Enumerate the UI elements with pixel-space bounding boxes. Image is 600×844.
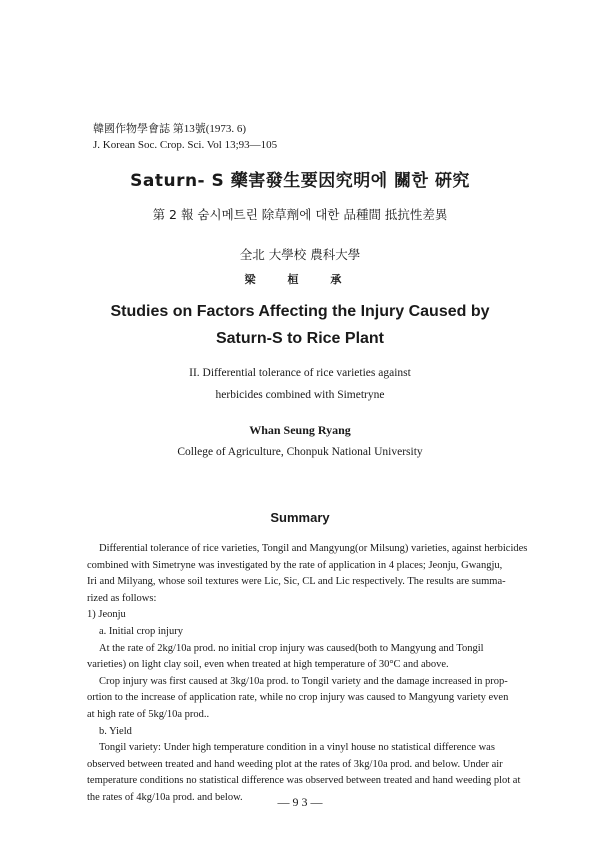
journal-citation-english: J. Korean Soc. Crop. Sci. Vol 13;93—105 [93, 139, 278, 151]
english-title-line-2: Saturn-S to Rice Plant [215, 330, 385, 347]
summary-line: At the rate of 2kg/10a prod. no initial crop injury was caused(both to Mangyung and Tongil [99, 642, 484, 654]
summary-line: combined with Simetryne was investigated by the rate of application in 4 places; Jeonju, Gwangju, [87, 559, 503, 571]
summary-line: Tongil variety: Under high temperature condition in a vinyl house no statistical difference was [99, 742, 495, 754]
summary-line: 1) Jeonju [87, 609, 126, 621]
korean-title: Saturn- S 藥害發生要因究明에 關한 硏究 [130, 171, 470, 191]
korean-author: 梁 桓 承 [244, 273, 356, 286]
summary-line: at high rate of 5kg/10a prod.. [87, 708, 210, 720]
page-number: — 9 3 — [277, 795, 323, 809]
korean-institution: 全北 大學校 農科大學 [239, 247, 361, 262]
summary-line: Differential tolerance of rice varieties, Tongil and Mangyung(or Milsung) varieties, against herbicides [99, 543, 528, 554]
summary-line: Iri and Milyang, whose soil textures were Lic, Sic, CL and Lic respectively. The results are summa- [87, 576, 506, 588]
summary-line: observed between treated and hand weeding plot at the rates of 3kg/10a prod. and below. Under air [87, 758, 503, 770]
summary-line: a. Initial crop injury [99, 625, 183, 637]
english-author: Whan Seung Ryang [249, 423, 351, 437]
english-title-line-1: Studies on Factors Affecting the Injury Caused by [110, 303, 490, 320]
english-affiliation: College of Agriculture, Chonpuk National University [177, 446, 423, 458]
summary-line: ortion to the increase of application rate, while no crop injury was caused to Mangyung variety even [87, 692, 509, 704]
summary-line: the rates of 4kg/10a prod. and below. [87, 791, 243, 803]
english-subtitle-line-2: herbicides combined with Simetryne [215, 389, 385, 401]
korean-subtitle: 第 2 報 숨시메트린 除草劑에 대한 品種間 抵抗性差異 [152, 207, 448, 222]
summary-line: temperature conditions no statistical difference was observed between treated and hand weeding plot at [87, 775, 521, 787]
english-subtitle-line-1: II. Differential tolerance of rice varieties against [189, 367, 411, 379]
summary-line: rized as follows: [87, 592, 157, 604]
summary-line: Crop injury was first caused at 3kg/10a prod. to Tongil variety and the damage increased in prop- [99, 675, 508, 687]
summary-line: varieties) on light clay soil, even when treated at high temperature of 30°C and above. [87, 659, 449, 671]
summary-heading: Summary [270, 510, 330, 525]
summary-line: b. Yield [99, 725, 132, 737]
summary-body [87, 541, 542, 807]
journal-citation-korean: 韓國作物學會誌 第13號(1973. 6) [93, 123, 247, 135]
